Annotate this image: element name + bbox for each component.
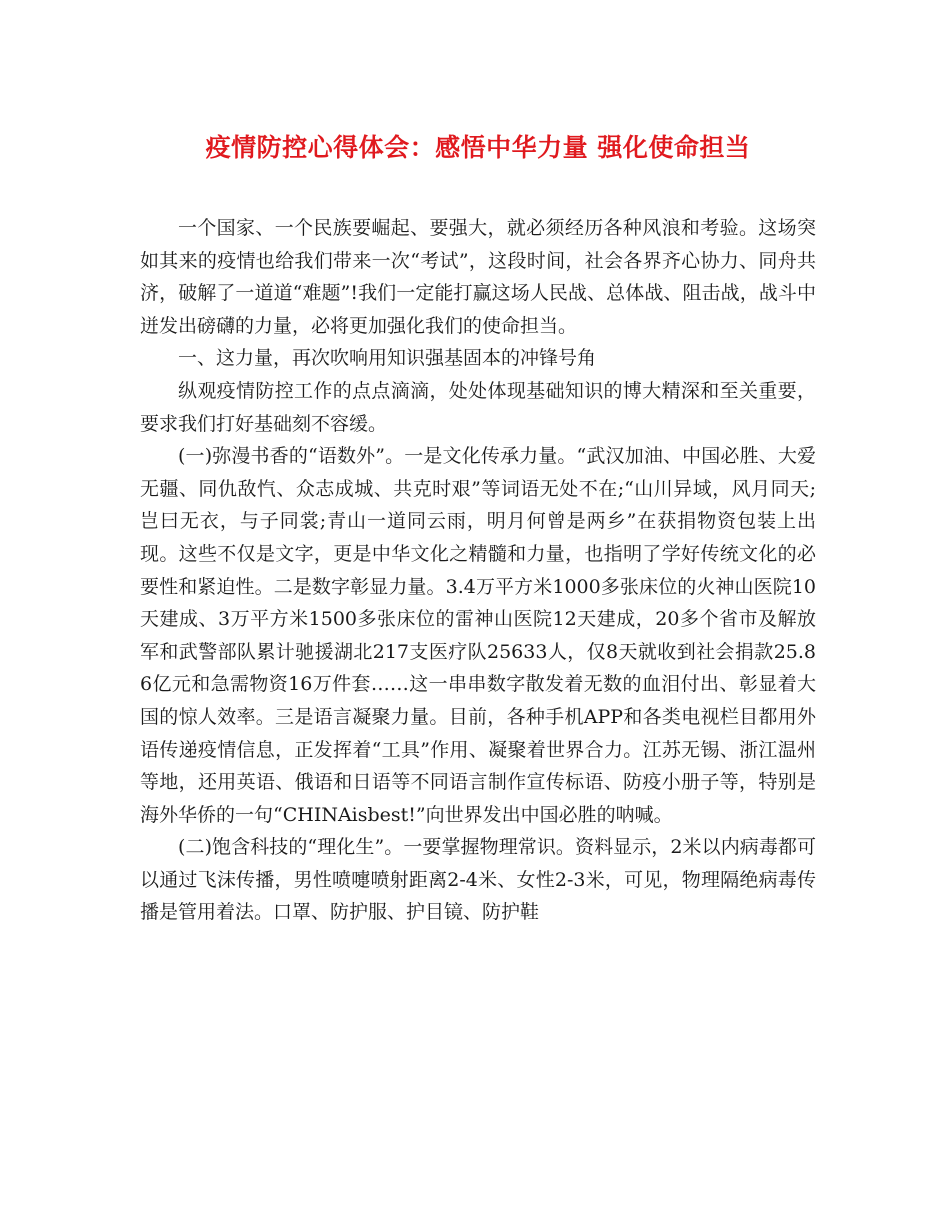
paragraph-intro: 一个国家、一个民族要崛起、要强大，就必须经历各种风浪和考验。这场突如其来的疫情也给我们带来一次“考试”，这段时间，社会各界齐心协力、同舟共济，破解了一道道“难题”!我们一定能打赢这场人民战、总体战、阻击战，战斗中迸发出磅礴的力量，必将更加强化我们的使命担当。 [140,217,816,337]
document-page [140,128,816,929]
section-heading-1: 一、这力量，再次吹响用知识强基固本的冲锋号角 [178,347,597,370]
paragraph-overview: 纵观疫情防控工作的点点滴滴，处处体现基础知识的博大精深和至关重要，要求我们打好基础刻不容缓。 [140,379,816,435]
paragraph-language-math-english: (一)弥漫书香的“语数外”。一是文化传承力量。“武汉加油、中国必胜、大爱无疆、同仇敌忾、众志成城、共克时艰”等词语无处不在;“山川异域，风月同天;岂曰无衣，与子同裳;青山一道同云雨，明月何曾是两乡”在获捐物资包装上出现。这些不仅是文字，更是中华文化之精髓和力量，也指明了学好传统文化的必要性和紧迫性。二是数字彰显力量。3.4万平方米1000多张床位的火神山医院10天建成、3万平方米1500多张床位的雷神山医院12天建成，20多个省市及解放军和武警部队累计驰援湖北217支医疗队25633人，仅8天就收到社会捐款25.86亿元和急需物资16万件套……这一串串数字散发着无数的血泪付出、彰显着大国的惊人效率。三是语言凝聚力量。目前，各种手机APP和各类电视栏目都用外语传递疫情信息，正发挥着“工具”作用、凝聚着世界合力。江苏无锡、浙江温州等地，还用英语、俄语和日语等不同语言制作宣传标语、防疫小册子等，特别是海外华侨的一句“CHINAisbest!”向世界发出中国必胜的呐喊。 [140,445,816,826]
document-title: 疫情防控心得体会：感悟中华力量 强化使命担当 [205,133,751,162]
paragraph-physics-chemistry-biology: (二)饱含科技的“理化生”。一要掌握物理常识。资料显示，2米以内病毒都可以通过飞沫传播，男性喷嚏喷射距离2-4米、女性2-3米，可见，物理隔绝病毒传播是管用着法。口罩、防护服、护目镜、防护鞋 [140,836,816,924]
